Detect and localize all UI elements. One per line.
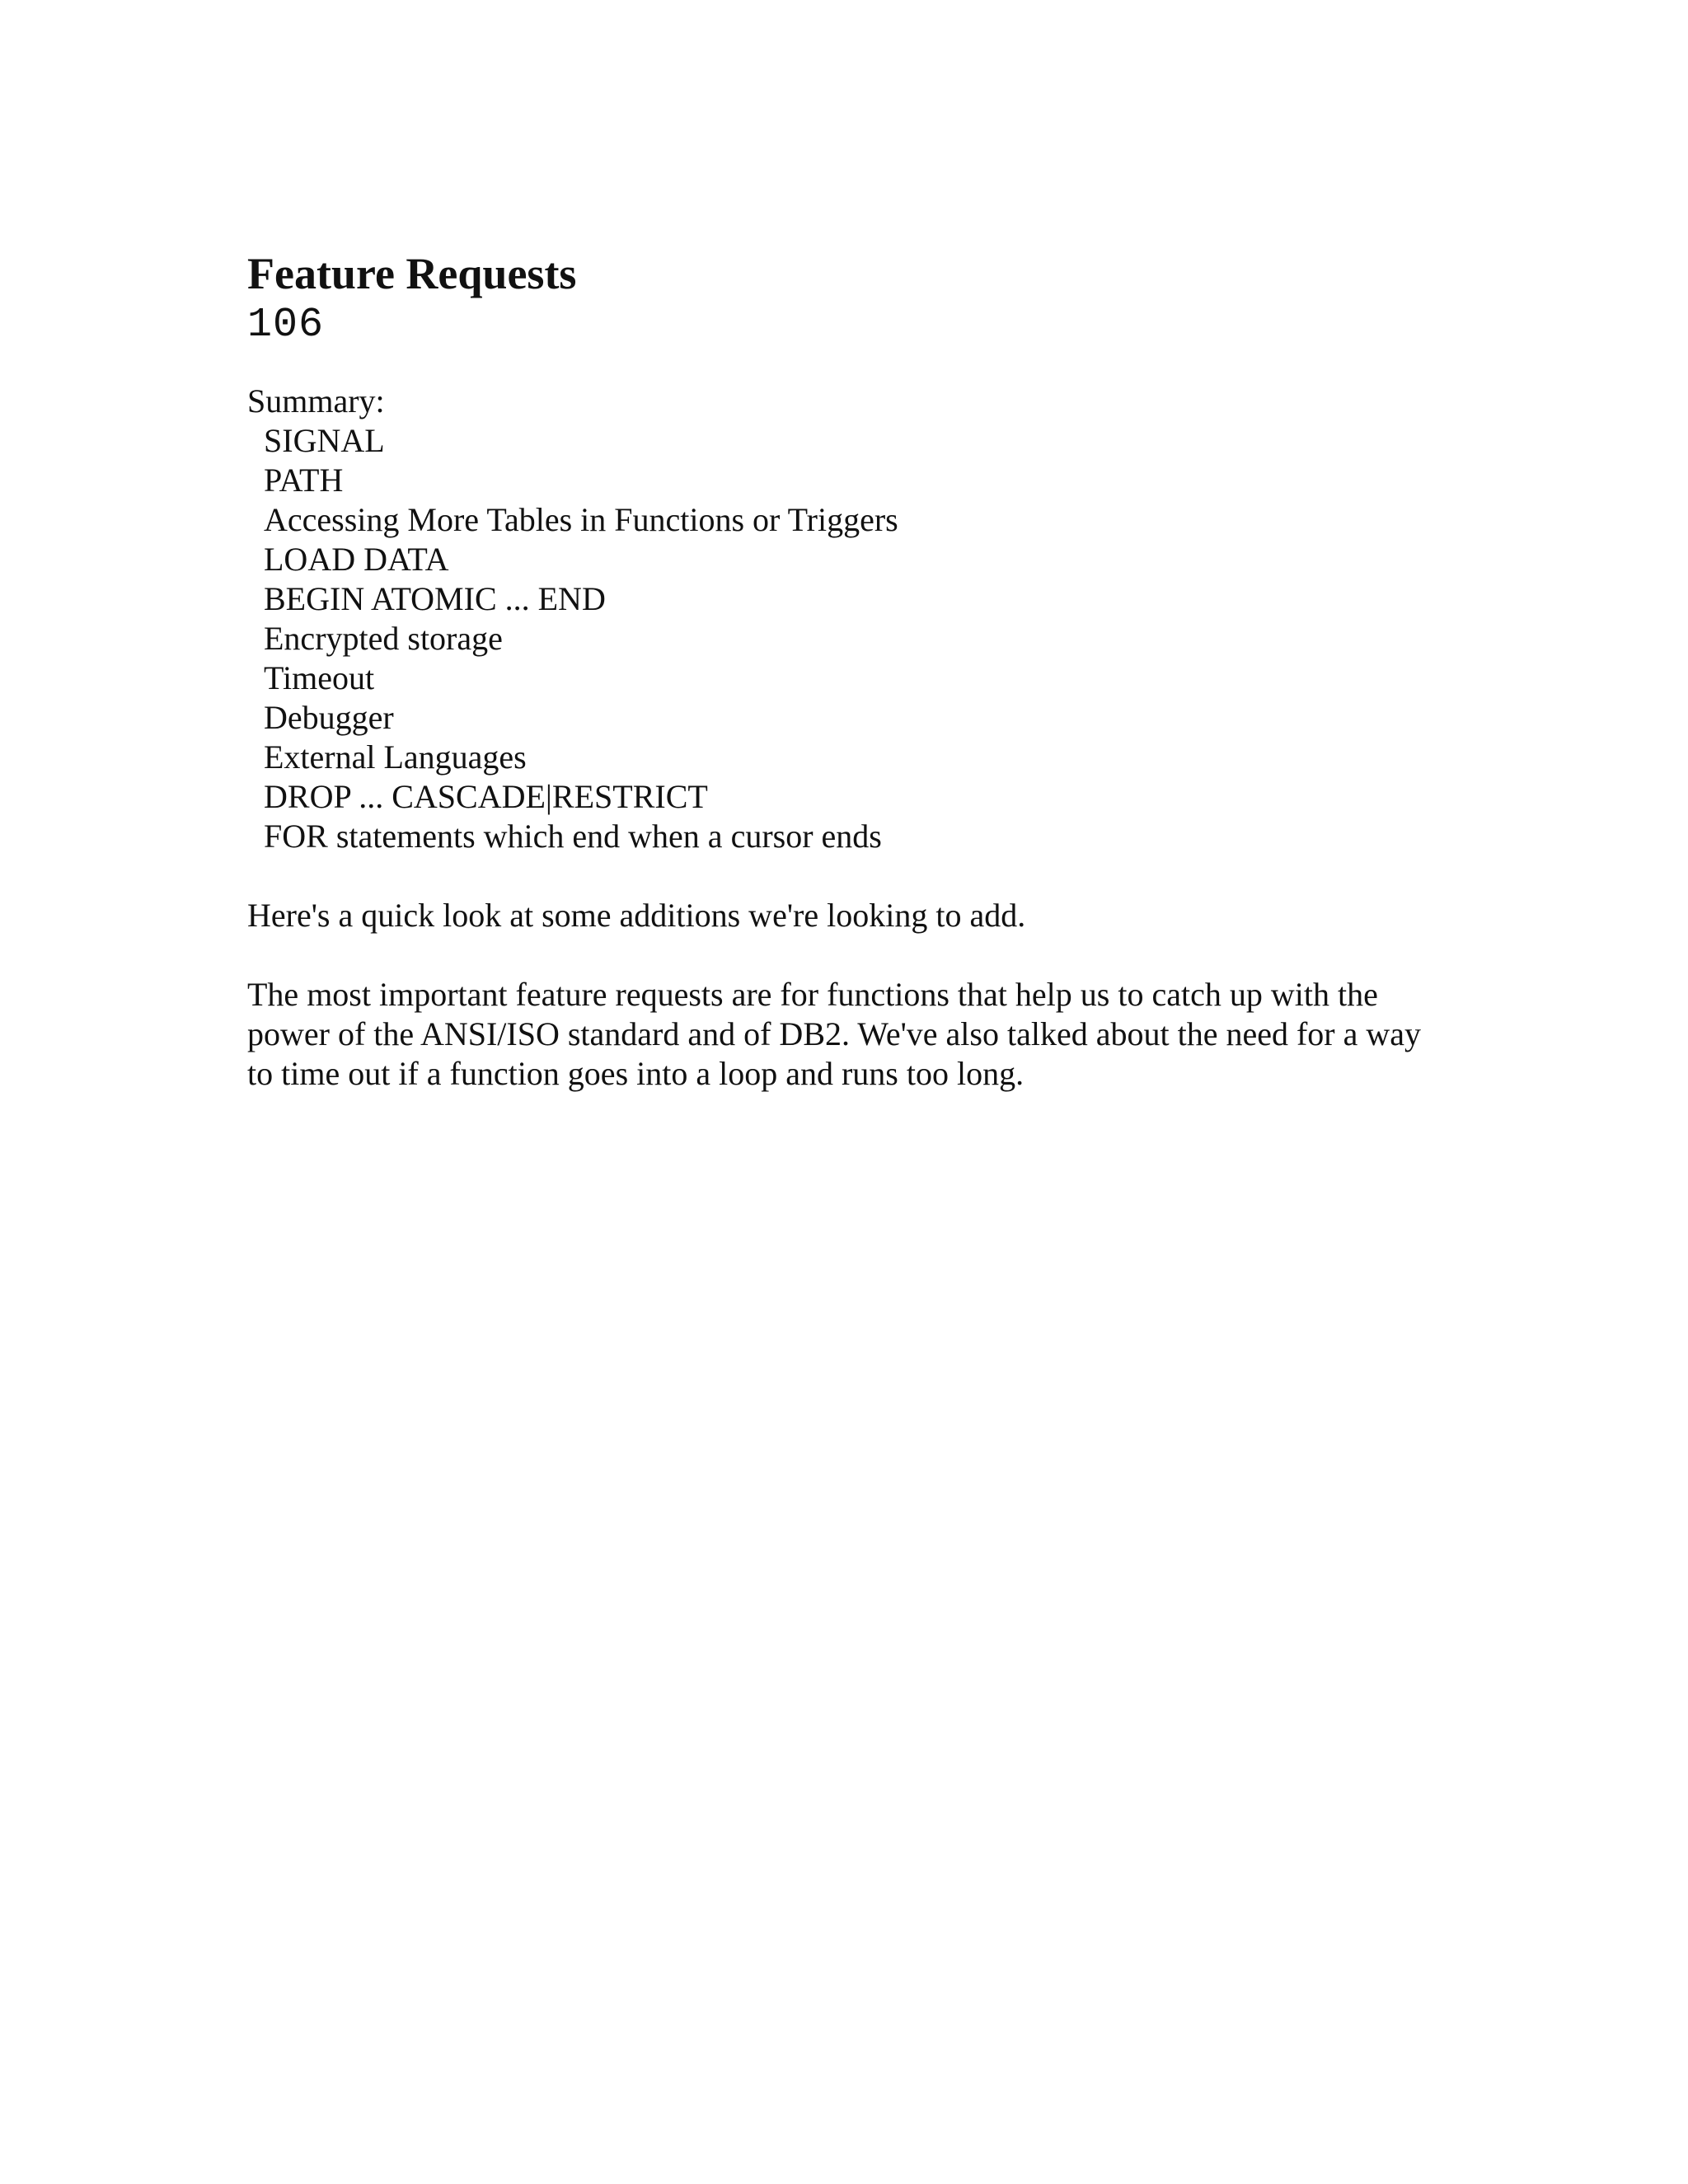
summary-item-for-statements: FOR statements which end when a cursor ends	[264, 817, 882, 855]
document-page	[247, 247, 1451, 1094]
page-title: Feature Requests	[247, 249, 577, 298]
intro-paragraph: Here's a quick look at some additions we're looking to add.	[247, 896, 1026, 934]
page-number: 106	[247, 301, 325, 349]
summary-list	[247, 421, 1451, 856]
summary-item-encrypted-storage: Encrypted storage	[264, 619, 503, 657]
summary-item-drop-cascade: DROP ... CASCADE|RESTRICT	[264, 777, 708, 815]
summary-item-accessing-tables: Accessing More Tables in Functions or Triggers	[264, 500, 898, 538]
body-paragraph: The most important feature requests are for functions that help us to catch up with the power of the ANSI/ISO standard and of DB2. We've also talked about the need for a way to time out if a function goes into a loop and runs too long.	[247, 975, 1421, 1092]
summary-item-signal: SIGNAL	[264, 421, 385, 459]
summary-label: Summary:	[247, 382, 385, 419]
summary-item-debugger: Debugger	[264, 698, 394, 736]
summary-item-timeout: Timeout	[264, 658, 375, 696]
summary-item-begin-atomic: BEGIN ATOMIC ... END	[264, 579, 606, 617]
summary-item-path: PATH	[264, 461, 344, 499]
summary-item-load-data: LOAD DATA	[264, 540, 449, 578]
summary-item-external-languages: External Languages	[264, 738, 527, 776]
